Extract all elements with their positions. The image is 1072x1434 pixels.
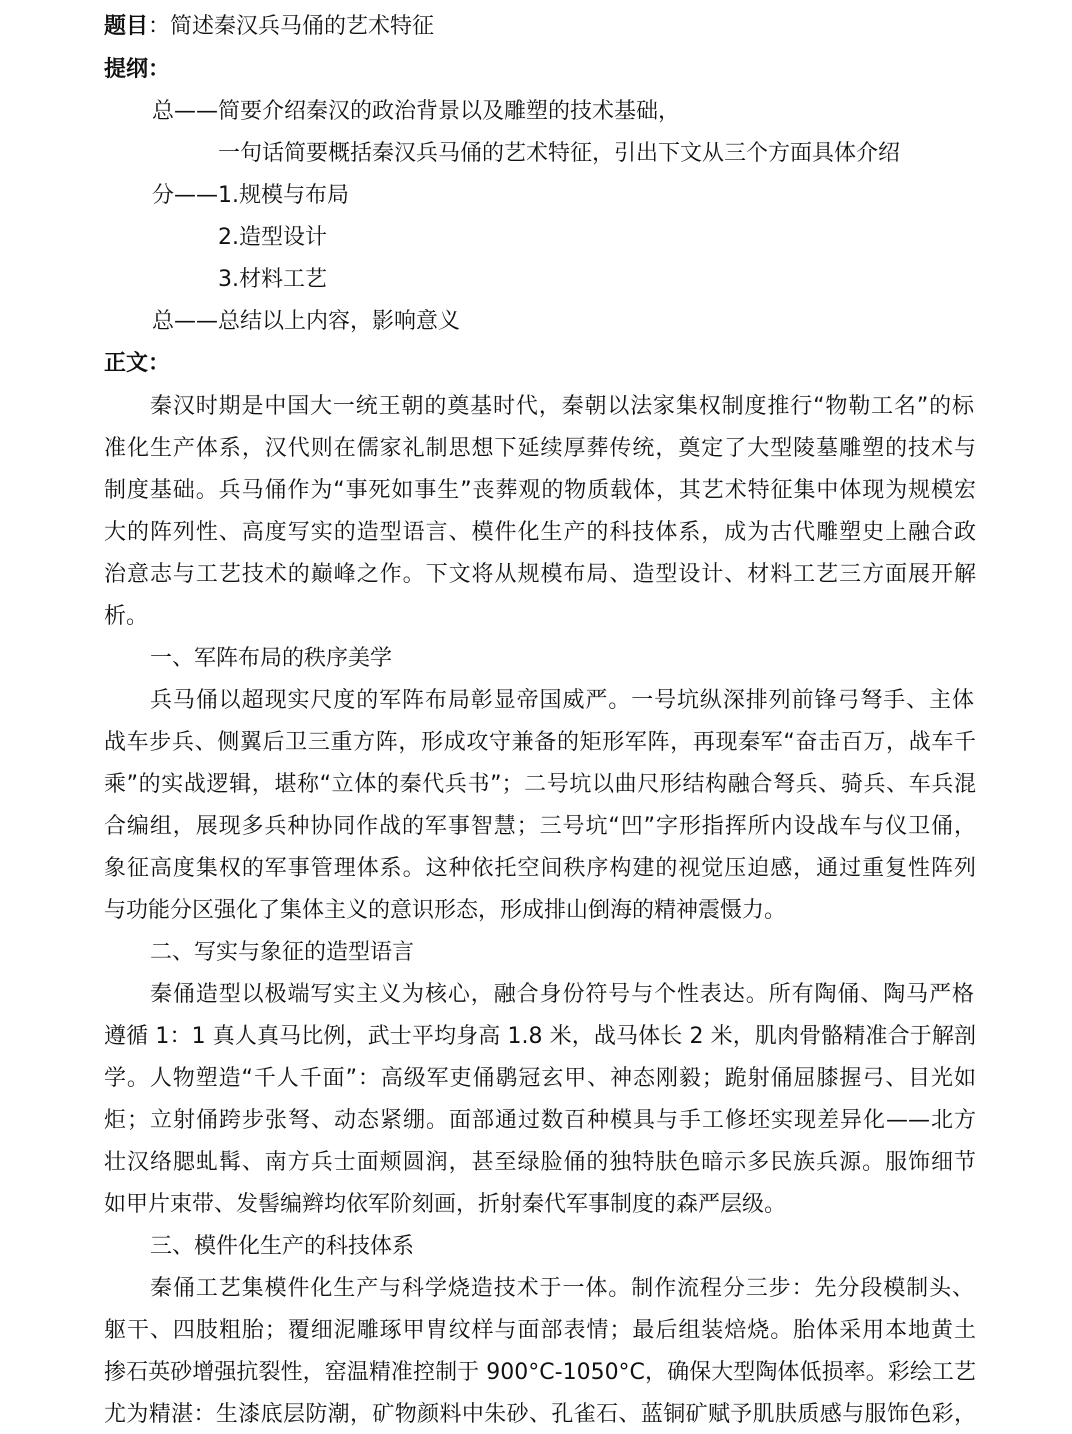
paragraph-line: 尤为精湛：生漆底层防潮，矿物颜料中朱砂、孔雀石、蓝铜矿赋予肌肤质感与服饰色彩， [104,1402,976,1427]
body-heading: 正文： [104,351,171,376]
paragraph-line: 象征高度集权的军事管理体系。这种依托空间秩序构建的视觉压迫感，通过重复性阵列 [104,856,976,881]
paragraph-line: 制度基础。兵马俑作为“事死如事生”丧葬观的物质载体，其艺术特征集中体现为规模宏 [104,478,976,503]
paragraph-line: 乘”的实战逻辑，堪称“立体的秦代兵书”；二号坑以曲尺形结构融合弩兵、骑兵、车兵混 [104,772,976,797]
title-text: 简述秦汉兵马俑的艺术特征 [170,14,435,39]
paragraph-line: 学。人物塑造“千人千面”：高级军吏俑鹖冠玄甲、神态刚毅；跪射俑屈膝握弓、目光如 [104,1066,976,1091]
paragraph-line: 大的阵列性、高度写实的造型语言、模件化生产的科技体系，成为古代雕塑史上融合政 [104,520,976,545]
paragraph-line: 躯干、四肢粗胎；覆细泥雕琢甲胄纹样与面部表情；最后组装焙烧。胎体采用本地黄土 [104,1318,976,1343]
paragraph-line: 秦俑造型以极端写实主义为核心，融合身份符号与个性表达。所有陶俑、陶马严格 [150,982,974,1007]
paragraph-line: 治意志与工艺技术的巅峰之作。下文将从规模布局、造型设计、材料工艺三方面展开解 [104,562,976,587]
section-title: 二、写实与象征的造型语言 [150,940,415,965]
paragraph-line: 析。 [104,604,149,629]
paragraph-line: 准化生产体系，汉代则在儒家礼制思想下延续厚葬传统，奠定了大型陵墓雕塑的技术与 [104,436,976,461]
paragraph-line: 战车步兵、侧翼后卫三重方阵，形成攻守兼备的矩形军阵，再现秦军“奋击百万，战车千 [104,730,976,755]
outline-line: 2.造型设计 [218,225,327,250]
outline-line: 分——1.规模与布局 [152,183,349,208]
paragraph-line: 掺石英砂增强抗裂性，窑温精准控制于 900°C-1050°C，确保大型陶体低损率。彩绘工艺 [104,1360,976,1385]
title-label: 题目 [104,14,149,39]
paragraph-line: 如甲片束带、发髻编辫均依军阶刻画，折射秦代军事制度的森严层级。 [104,1192,787,1217]
paragraph-line: 秦俑工艺集模件化生产与科学烧造技术于一体。制作流程分三步：先分段模制头、 [150,1276,974,1301]
paragraph-line: 与功能分区强化了集体主义的意识形态，形成排山倒海的精神震慑力。 [104,898,787,923]
paragraph-line: 合编组，展现多兵种协同作战的军事智慧；三号坑“凹”字形指挥所内设战车与仪卫俑， [104,814,976,839]
outline-line: 3.材料工艺 [218,267,327,292]
outline-line: 总——总结以上内容，影响意义 [152,309,461,334]
section-title: 三、模件化生产的科技体系 [150,1234,415,1259]
outline-line: 一句话简要概括秦汉兵马俑的艺术特征，引出下文从三个方面具体介绍 [218,141,901,166]
outline-heading: 提纲： [104,57,171,82]
paragraph-line: 秦汉时期是中国大一统王朝的奠基时代，秦朝以法家集权制度推行“物勒工名”的标 [150,394,974,419]
section-title: 一、军阵布局的秩序美学 [150,646,393,671]
paragraph-line: 炬；立射俑跨步张弩、动态紧绷。面部通过数百种模具与手工修坯实现差异化——北方 [104,1108,976,1133]
title-separator: ： [148,14,171,39]
paragraph-line: 兵马俑以超现实尺度的军阵布局彰显帝国威严。一号坑纵深排列前锋弓弩手、主体 [150,688,974,713]
paragraph-line: 壮汉络腮虬髯、南方兵士面颊圆润，甚至绿脸俑的独特肤色暗示多民族兵源。服饰细节 [104,1150,976,1175]
outline-line: 总——简要介绍秦汉的政治背景以及雕塑的技术基础， [152,99,681,124]
document-title [104,12,434,42]
paragraph-line: 遵循 1：1 真人真马比例，武士平均身高 1.8 米，战马体长 2 米，肌肉骨骼精准合于解剖 [104,1024,976,1049]
